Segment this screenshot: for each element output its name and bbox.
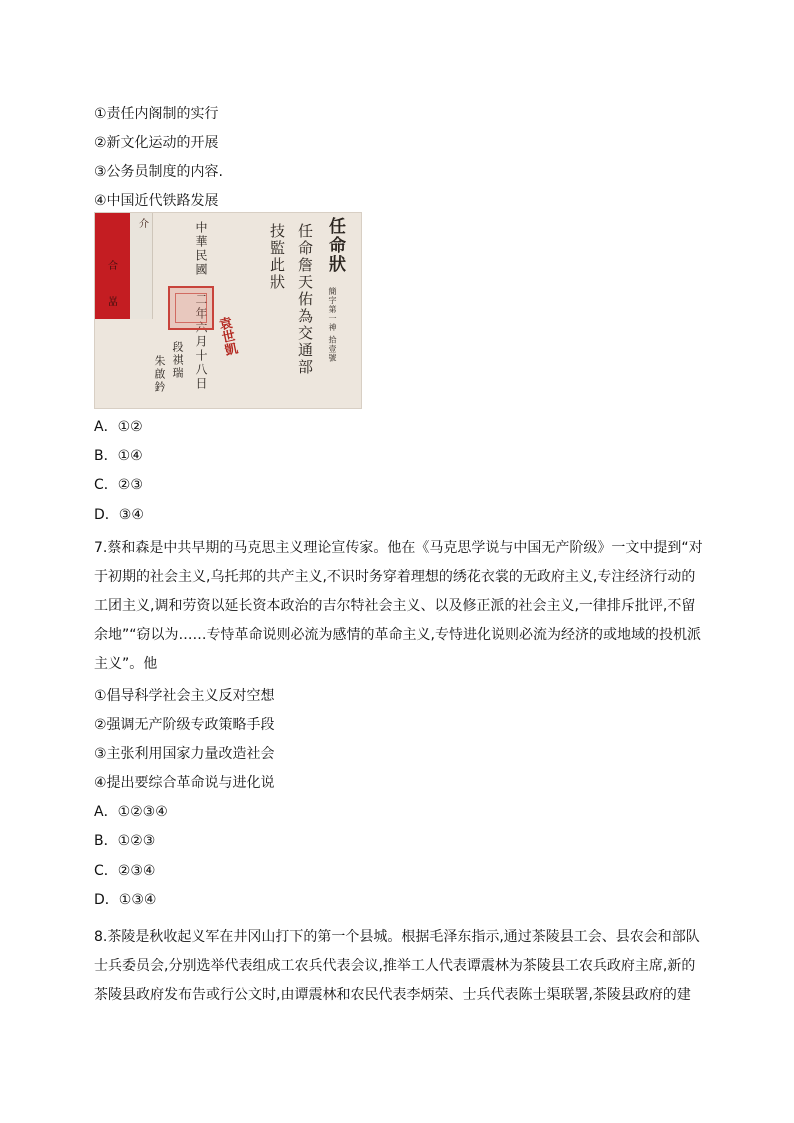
q7-option-d[interactable]: D．①③④ [94, 892, 157, 908]
appointment-certificate-image [94, 212, 362, 409]
q8-stem-row: 士兵委员会,分别选举代表组成工农兵代表会议,推举工人代表谭震林为茶陵县工农兵政府主席,新的 [94, 958, 696, 974]
q8-stem-row: 茶陵县政府发布告或行公文时,由谭震林和农民代表李炳荣、士兵代表陈士渠联署,茶陵县政府的建 [94, 987, 691, 1003]
q7-option-a[interactable]: A．①②③④ [94, 804, 168, 820]
q6-option-b[interactable]: B．①④ [94, 448, 143, 464]
certificate-body-col2: 技監此狀 [268, 223, 286, 291]
q6-option-d[interactable]: D．③④ [94, 507, 144, 523]
q7-option-c[interactable]: C．②③④ [94, 863, 156, 879]
q7-stem-row: 工团主义,调和劳资以延长资本政治的吉尔特社会主义、以及修正派的社会主义,一律排斥批评,不留 [94, 598, 696, 614]
q6-statement-4: ④中国近代铁路发展 [94, 193, 219, 209]
q6-statement-3: ③公务员制度的内容. [94, 164, 224, 180]
official-seal [168, 286, 214, 330]
certificate-serial: 簡字第一神 拾壹號 [328, 287, 337, 363]
tag-bottom: 嵓 [108, 297, 118, 308]
certificate-cosigner-2: 朱啟鈐 [153, 355, 166, 394]
q7-stem-row: 主义”。他 [94, 656, 158, 672]
q7-stem-row: 7.蔡和森是中共早期的马克思主义理论宣传家。他在《马克思学说与中国无产阶级》一文中提到“对 [94, 540, 703, 556]
q7-option-b[interactable]: B．①②③ [94, 833, 156, 849]
q7-statement-2: ②强调无产阶级专政策略手段 [94, 717, 275, 733]
q8-stem-row: 8.茶陵是秋收起义军在井冈山打下的第一个县城。根据毛泽东指示,通过茶陵县工会、县农会和部队 [94, 929, 700, 945]
tag-top: 介 [139, 219, 149, 230]
q7-statement-3: ③主张利用国家力量改造社会 [94, 746, 275, 762]
certificate-body-col1: 任命詹天佑為交通部 [296, 223, 314, 376]
certificate-cosigner-1: 段祺瑞 [171, 341, 184, 380]
q6-statement-1: ①责任内阁制的实行 [94, 106, 219, 122]
q8-stem [94, 923, 706, 1010]
q7-stem [94, 534, 706, 679]
q6-statement-2: ②新文化运动的开展 [94, 135, 219, 151]
certificate-title: 任命狀 [325, 217, 345, 274]
q7-stem-row: 于初期的社会主义,乌托邦的共产主义,不识时务穿着理想的绣花衣裳的无政府主义,专注经济行动的 [94, 569, 696, 585]
q6-option-c[interactable]: C．②③ [94, 477, 143, 493]
q6-option-a[interactable]: A．①② [94, 419, 143, 435]
q7-statement-1: ①倡导科学社会主义反对空想 [94, 688, 275, 704]
q7-statement-4: ④提出要综合革命说与进化说 [94, 775, 275, 791]
certificate-date-col2: 二年六月十八日 [194, 293, 208, 391]
tag-mid: 合 [108, 261, 118, 272]
certificate-date-col1: 中華民國 [194, 221, 208, 277]
q7-stem-row: 余地”“窃以为……专恃革命说则必流为感情的革命主义,专恃进化说则必流为经济的或地域的投机派 [94, 627, 701, 643]
certificate-signature: 袁世凱 [215, 315, 238, 358]
